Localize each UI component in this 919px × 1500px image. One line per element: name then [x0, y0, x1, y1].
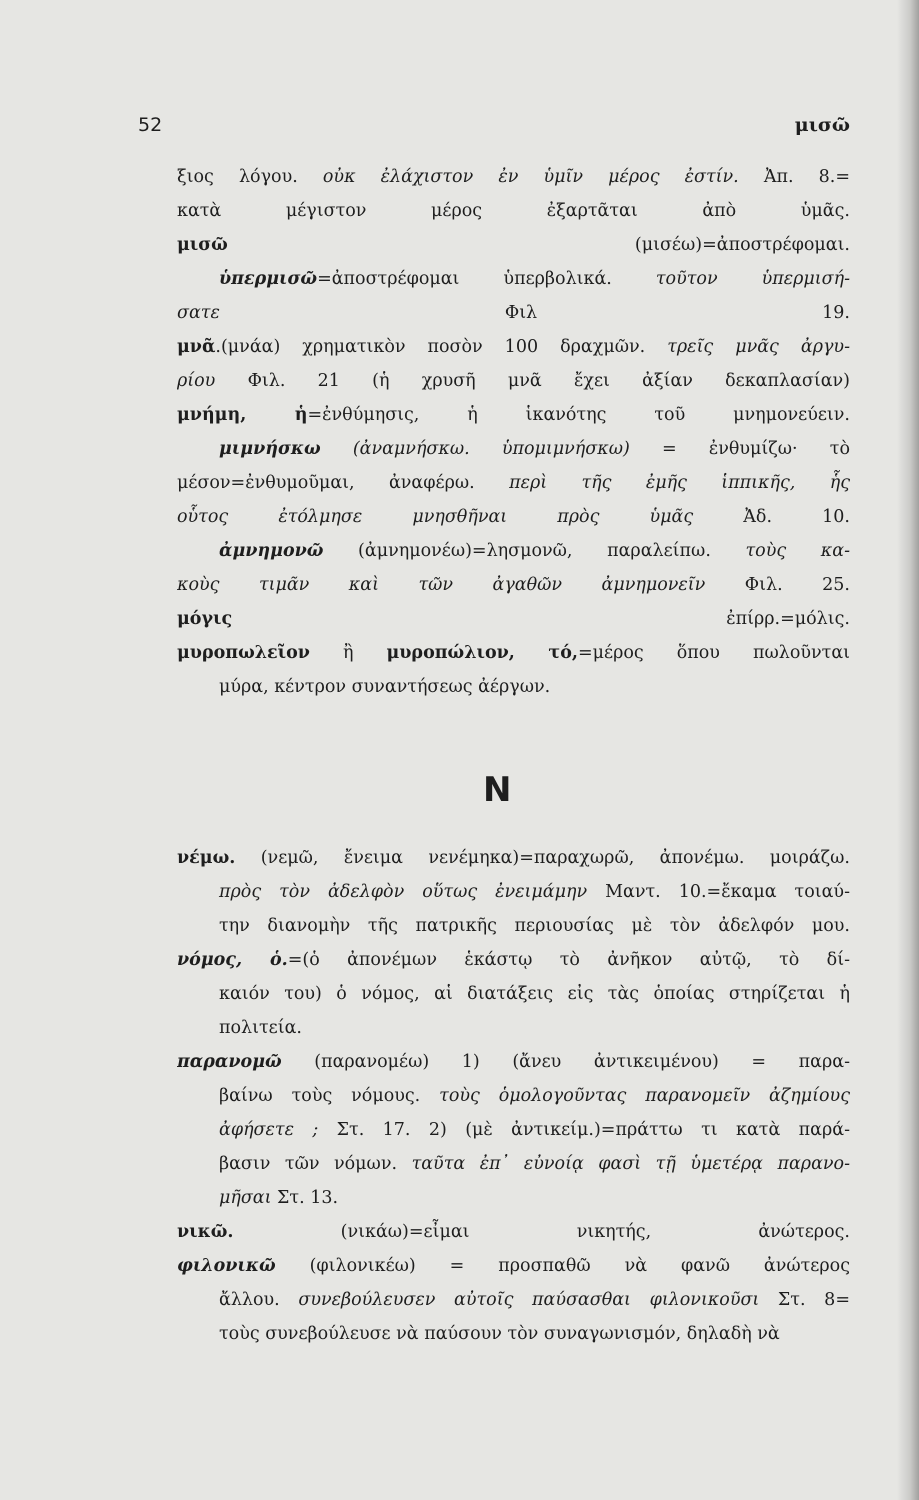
text-segment: περὶ τῆς ἐμῆς ἱππικῆς, ἧς: [509, 473, 850, 493]
text-segment: = ἐνθυμίζω· τὸ: [629, 439, 850, 459]
text-segment: ρίου: [177, 371, 216, 391]
text-segment: (ἀμνημονέω)=λησμονῶ, παραλείπω.: [323, 541, 746, 561]
text-segment: Ἀπ. 8.=: [738, 167, 850, 187]
entries-section-mu: [177, 160, 850, 704]
text-segment: Φιλ 19.: [219, 303, 850, 323]
text-segment: ἢ: [309, 643, 387, 663]
headword: ὑπερμισῶ: [219, 269, 318, 289]
text-segment: Φιλ. 25.: [705, 575, 850, 595]
text-segment: τρεῖς μνᾶς ἀργυ-: [667, 337, 850, 357]
text-line: [177, 909, 850, 943]
text-line: [177, 875, 850, 909]
text-segment: μύρα, κέντρον συναντήσεως ἀέργων.: [219, 677, 551, 697]
text-line: [177, 1317, 850, 1351]
text-line: [177, 466, 850, 500]
text-segment: οὗτος ἐτόλμησε μνησθῆναι πρὸς ὑμᾶς: [177, 507, 694, 527]
text-segment: =μέρος ὅπου πωλοῦνται: [577, 643, 850, 663]
text-segment: (νικάω)=εἶμαι νικητής, ἀνώτερος.: [233, 1222, 850, 1242]
text-segment: Στ. 13.: [271, 1188, 339, 1208]
page-edge-shadow: [897, 0, 919, 1500]
text-line: [177, 636, 850, 670]
text-line: [177, 977, 850, 1011]
text-line: [177, 500, 850, 534]
headword: μόγις: [177, 609, 233, 629]
text-line: [177, 1181, 850, 1215]
text-line: [177, 398, 850, 432]
page-number: 52: [138, 114, 163, 136]
section-letter: N: [483, 770, 513, 810]
text-segment: (νεμῶ, ἔνειμα νενέμηκα)=παραχωρῶ, ἀπονέμω. μοιράζω.: [235, 848, 850, 868]
text-line: [177, 160, 850, 194]
text-segment: (παρανομέω) 1) (ἄνευ ἀντικειμένου) = παρα-: [281, 1052, 850, 1072]
text-line: [177, 1045, 850, 1079]
headword: παρανομῶ: [177, 1052, 282, 1072]
text-line: [177, 1147, 850, 1181]
text-segment: (μισέω)=ἀποστρέφομαι.: [227, 235, 850, 255]
entries-section-nu: [177, 841, 850, 1351]
text-line: [177, 1249, 850, 1283]
running-head: μισῶ: [794, 114, 850, 136]
text-segment: Φιλ. 21 (ἡ χρυσῆ μνᾶ ἔχει ἀξίαν δεκαπλασίαν): [215, 371, 850, 391]
text-segment: τοῦτον ὑπερμισή-: [655, 269, 850, 289]
text-segment: συνεβούλευσεν αὐτοῖς παύσασθαι φιλονικοῦσι: [298, 1290, 760, 1310]
text-line: [177, 602, 850, 636]
text-segment: πρὸς τὸν ἀδελφὸν οὕτως ἐνειμάμην: [219, 882, 588, 902]
text-segment: (φιλονικέω) = προσπαθῶ νὰ φανῶ ἀνώτερος: [275, 1256, 850, 1276]
text-segment: =(ὁ ἀπονέμων ἑκάστῳ τὸ ἀνῆκον αὐτῷ, τὸ δί-: [287, 950, 850, 970]
headword: νέμω.: [177, 848, 236, 868]
text-segment: κοὺς τιμᾶν καὶ τῶν ἀγαθῶν ἀμνημονεῖν: [177, 575, 706, 595]
text-line: [177, 1079, 850, 1113]
headword: μνᾶ: [177, 337, 216, 357]
text-line: [177, 534, 850, 568]
text-line: [177, 1011, 850, 1045]
headword: μυροπώλιον, τό,: [386, 643, 578, 663]
text-line: [177, 568, 850, 602]
text-segment: (ἀναμνήσκω. ὑπομιμνήσκω): [320, 439, 630, 459]
text-segment: μέσον=ἐνθυμοῦμαι, ἀναφέρω.: [177, 473, 510, 493]
text-segment: βασιν τῶν νόμων.: [219, 1154, 412, 1174]
text-segment: την διανομὴν τῆς πατρικῆς περιουσίας μὲ τὸν ἀδελφόν μου.: [219, 916, 850, 936]
text-segment: τοὺς συνεβούλευσε νὰ παύσουν τὸν συναγωνισμόν, δηλαδὴ νὰ: [219, 1324, 780, 1344]
headword: φιλονικῶ: [177, 1256, 276, 1276]
text-line: [177, 330, 850, 364]
headword: νόμος, ὁ.: [177, 950, 288, 970]
text-segment: καιόν του) ὁ νόμος, αἱ διατάξεις εἰς τὰς ὁποίας στηρίζεται ἡ: [219, 984, 850, 1004]
text-segment: =ἐνθύμησις, ἡ ἱκανότης τοῦ μνημονεύειν.: [307, 405, 850, 425]
headword: μισῶ: [177, 235, 228, 255]
text-segment: πολιτεία.: [219, 1018, 302, 1038]
page-header: [138, 114, 850, 144]
text-segment: οὐκ ἐλάχιστον ἐν ὑμῖν μέρος ἐστίν.: [322, 167, 739, 187]
headword: ἀμνημονῶ: [219, 541, 324, 561]
text-segment: τοὺς κα-: [745, 541, 850, 561]
text-line: [177, 432, 850, 466]
headword: νικῶ.: [177, 1222, 234, 1242]
text-line: [177, 364, 850, 398]
text-line: [177, 262, 850, 296]
text-segment: τοὺς ὁμολογοῦντας παρανομεῖν ἀζημίους: [439, 1086, 850, 1106]
text-segment: σατε: [177, 303, 220, 323]
text-segment: ἐπίρρ.=μόλις.: [232, 609, 850, 629]
text-segment: .(μνάα) χρηματικὸν ποσὸν 100 δραχμῶν.: [215, 337, 668, 357]
text-line: [177, 1113, 850, 1147]
text-segment: =ἀποστρέφομαι ὑπερβολικά.: [317, 269, 656, 289]
headword: μνήμη, ἡ: [177, 405, 308, 425]
text-segment: ἄλλου.: [219, 1290, 299, 1310]
text-segment: Στ. 17. 2) (μὲ ἀντικείμ.)=πράττω τι κατὰ παρά-: [318, 1120, 850, 1140]
text-line: [177, 1283, 850, 1317]
text-segment: κατὰ μέγιστον μέρος ἐξαρτᾶται ἀπὸ ὑμᾶς.: [177, 201, 850, 221]
text-segment: Ἀδ. 10.: [693, 507, 850, 527]
text-line: [177, 943, 850, 977]
text-segment: Μαντ. 10.=ἔκαμα τοιαύ-: [587, 882, 850, 902]
text-segment: Στ. 8=: [759, 1290, 850, 1310]
text-line: [177, 841, 850, 875]
text-line: [177, 228, 850, 262]
text-segment: ξιος λόγου.: [177, 167, 323, 187]
text-segment: μῆσαι: [219, 1188, 272, 1208]
text-line: [177, 1215, 850, 1249]
text-segment: ἀφήσετε ;: [219, 1120, 319, 1140]
text-line: [177, 296, 850, 330]
headword: μιμνήσκω: [219, 439, 321, 459]
text-segment: βαίνω τοὺς νόμους.: [219, 1086, 440, 1106]
text-segment: ταῦτα ἐπ᾿ εὐνοίᾳ φασὶ τῇ ὑμετέρᾳ παρανο-: [411, 1154, 850, 1174]
headword: μυροπωλεῖον: [177, 643, 310, 663]
text-line: [177, 670, 850, 704]
text-line: [177, 194, 850, 228]
